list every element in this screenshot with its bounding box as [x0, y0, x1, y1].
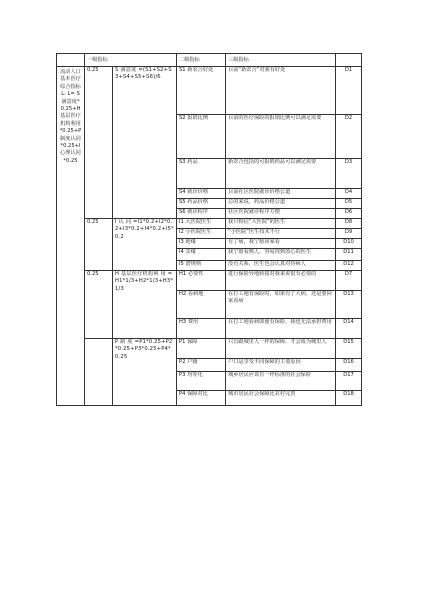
level2-item: S5 药品价格 — [177, 199, 226, 209]
question-code: D11 — [336, 249, 362, 261]
level3-description: 我宁愿看熟人，容易找到放心的医生 — [226, 249, 336, 261]
question-code: D13 — [336, 291, 362, 319]
question-code: D3 — [336, 159, 362, 189]
header-level2: 二级指标 — [177, 54, 226, 67]
level2-item: I1 大医院医生 — [177, 219, 226, 229]
level1-formula: P 制 度 =P1*0.25+P2*0.25+P3*0.25+P4*0.25 — [113, 339, 177, 406]
question-code: D15 — [336, 339, 362, 359]
level1-formula: H 基层医疗机构利 用 =H1*1/3+H2*1/3+H3*1/3 — [113, 271, 177, 339]
question-code: D4 — [336, 189, 362, 199]
group-weight: 0.25 — [85, 219, 113, 271]
level2-item: I5 潜规则 — [177, 261, 226, 271]
level2-item: I3 地缘 — [177, 239, 226, 249]
level3-description: 目前的医疗保险的报销比例可以满足需要 — [226, 115, 336, 159]
level2-item: S3 药品 — [177, 159, 226, 189]
question-code: D6 — [336, 209, 362, 219]
question-code: D17 — [336, 372, 362, 391]
question-code: D2 — [336, 115, 362, 159]
level3-description: 目前社区医院就诊价格公道 — [226, 189, 336, 199]
level2-item: S2 报销比例 — [177, 115, 226, 159]
question-code: D14 — [336, 319, 362, 339]
level2-item: H2 看病地 — [177, 291, 226, 319]
table-row — [57, 271, 362, 291]
group-weight: 0.25 — [85, 271, 113, 339]
group-weight: 0.25 — [85, 67, 113, 219]
level3-description: “小医院”医生技术不行 — [226, 229, 336, 239]
level2-item: I2 小医院医生 — [177, 229, 226, 239]
question-code: D8 — [336, 219, 362, 229]
table-header-row — [57, 54, 362, 67]
question-code: D5 — [336, 199, 362, 209]
level3-description: 在打工地有保险时，如果有了大病，还是要回家看病 — [226, 291, 336, 319]
question-code: D16 — [336, 359, 362, 372]
level1-formula: I 认 同 =I1*0.2+I2*0.2+I3*0.2+I4*0.2+I5*0.2 — [113, 219, 177, 271]
question-code: D7 — [336, 271, 362, 291]
indicator-table-body — [57, 54, 362, 406]
level2-item: H1 必要性 — [177, 271, 226, 291]
question-code: D10 — [336, 239, 362, 249]
table-row — [57, 339, 362, 359]
level3-description: 户口是享受不同保障的主要原因 — [226, 359, 336, 372]
composite-indicator-label: 流动人口基本医疗综合指标L: L= S满意度*0.25+H基层医疗机构利用*0.25+P制度认同*0.25+I心理认同*0.25 — [57, 67, 85, 406]
indicator-table — [56, 53, 362, 406]
header-code — [336, 54, 362, 67]
level3-description: 总的来说，药品价格公道 — [226, 199, 336, 209]
level3-description: 新农合包括的可报销药品可以满足需要 — [226, 159, 336, 189]
level1-formula: S 满意度 =(S1+S2+S3+S4+S5+S6)/6 — [113, 67, 177, 219]
level3-description: 只有跟城里人一样的保障，才会成为城里人 — [226, 339, 336, 359]
level2-item: S1 新农合好处 — [177, 67, 226, 115]
level2-item: P3 均等化 — [177, 372, 226, 391]
question-code: D9 — [336, 229, 362, 239]
table-row — [57, 67, 362, 115]
group-weight — [85, 339, 113, 406]
level2-item: S6 就诊程序 — [177, 209, 226, 219]
header-blank — [57, 54, 85, 67]
level3-description: 目前“新农合”对我有好处 — [226, 67, 336, 115]
level3-description: 有了病，我宁愿回家看 — [226, 239, 336, 249]
table-row — [57, 219, 362, 229]
level3-description: 城乡居民应该有一样标准的社会保险 — [226, 372, 336, 391]
question-code: D1 — [336, 67, 362, 115]
question-code: D12 — [336, 261, 362, 271]
question-code: D18 — [336, 391, 362, 406]
level2-item: S4 就诊价格 — [177, 189, 226, 199]
level3-description: 没有关系，医生也会认真对待病人 — [226, 261, 336, 271]
level3-description: 社区医院就诊程序方便 — [226, 209, 336, 219]
header-level3: 三级指标 — [226, 54, 336, 67]
level3-description: 在打工地看病即使有保险，我也无法承担费用 — [226, 319, 336, 339]
level2-item: P2 户籍 — [177, 359, 226, 372]
level3-description: 进行保险异地转接对我来说很有必要的 — [226, 271, 336, 291]
header-level1: 一级指标 — [85, 54, 177, 67]
level2-item: I4 亲缘 — [177, 249, 226, 261]
level2-item: H3 费用 — [177, 319, 226, 339]
level3-description: 我只相信“大医院”的医生 — [226, 219, 336, 229]
level2-item: P1 保障 — [177, 339, 226, 359]
level3-description: 城市居民社会保障比农村完善 — [226, 391, 336, 406]
level2-item: P4 保障对比 — [177, 391, 226, 406]
